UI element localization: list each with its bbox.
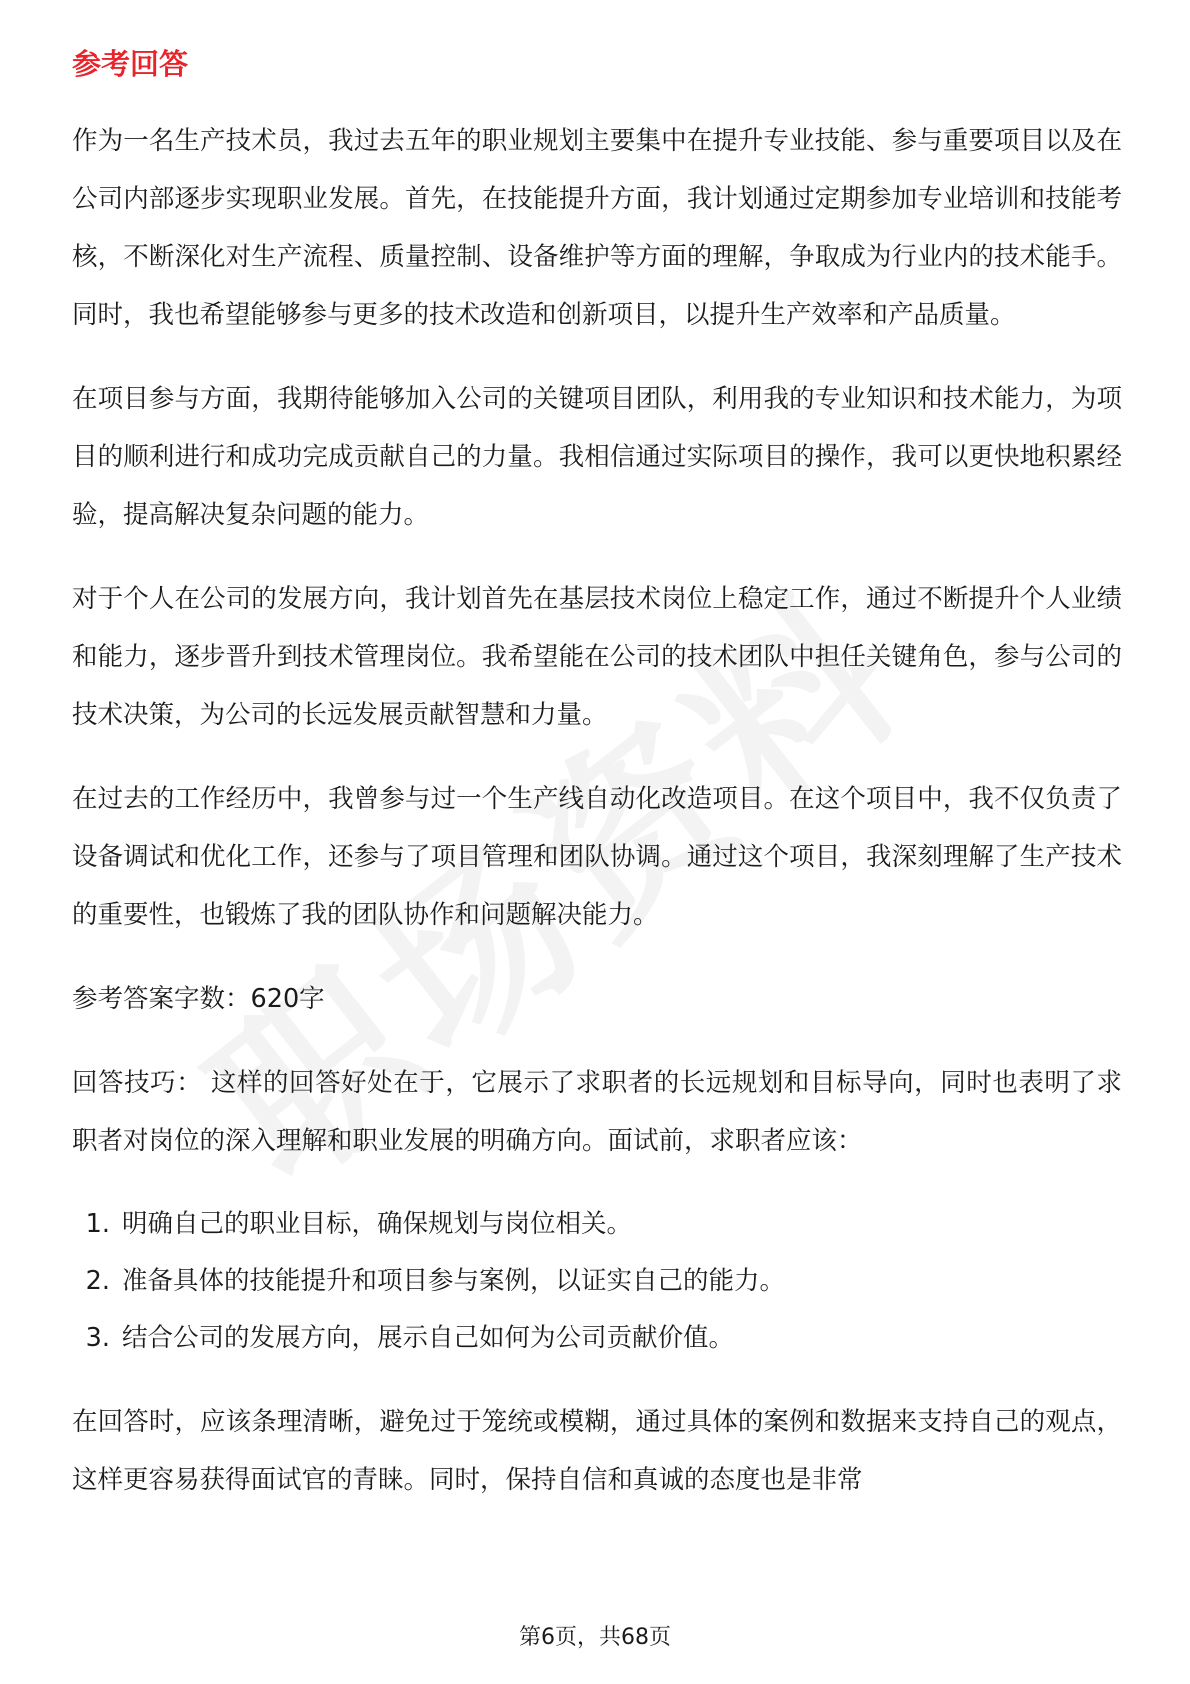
- word-count: 参考答案字数：620字: [72, 984, 325, 1014]
- list-item: [72, 1253, 1122, 1310]
- tips-list: [72, 1196, 1122, 1367]
- answer-paragraph-3: 对于个人在公司的发展方向，我计划首先在基层技术岗位上稳定工作，通过不断提升个人业绩和能力，逐步晋升到技术管理岗位。我希望能在公司的技术团队中担任关键角色，参与公司的技术决策，为公司的长远发展贡献智慧和力量。: [72, 584, 1122, 730]
- list-item-text: 准备具体的技能提升和项目参与案例，以证实自己的能力。: [122, 1266, 786, 1296]
- closing-paragraph: 在回答时，应该条理清晰，避免过于笼统或模糊，通过具体的案例和数据来支持自己的观点，这样更容易获得面试官的青睐。同时，保持自信和真诚的态度也是非常: [72, 1407, 1122, 1495]
- tips-intro: 回答技巧： 这样的回答好处在于，它展示了求职者的长远规划和目标导向，同时也表明了求职者对岗位的深入理解和职业发展的明确方向。面试前，求职者应该：: [72, 1068, 1122, 1156]
- answer-paragraph-2: 在项目参与方面，我期待能够加入公司的关键项目团队，利用我的专业知识和技术能力，为项目的顺利进行和成功完成贡献自己的力量。我相信通过实际项目的操作，我可以更快地积累经验，提高解决复杂问题的能力。: [72, 384, 1122, 530]
- section-heading: 参考回答: [72, 47, 189, 81]
- page-content: [72, 44, 1122, 1535]
- page-number-footer: 第6页，共68页: [519, 1625, 671, 1650]
- list-item-number: 3.: [85, 1323, 110, 1353]
- list-item: [72, 1196, 1122, 1253]
- list-item-text: 结合公司的发展方向，展示自己如何为公司贡献价值。: [122, 1323, 735, 1353]
- list-item-text: 明确自己的职业目标，确保规划与岗位相关。: [122, 1209, 633, 1239]
- answer-paragraph-1: 作为一名生产技术员，我过去五年的职业规划主要集中在提升专业技能、参与重要项目以及在公司内部逐步实现职业发展。首先，在技能提升方面，我计划通过定期参加专业培训和技能考核，不断深化对生产流程、质量控制、设备维护等方面的理解，争取成为行业内的技术能手。同时，我也希望能够参与更多的技术改造和创新项目，以提升生产效率和产品质量。: [72, 126, 1122, 330]
- list-item-number: 1.: [85, 1209, 110, 1239]
- answer-paragraph-4: 在过去的工作经历中，我曾参与过一个生产线自动化改造项目。在这个项目中，我不仅负责了设备调试和优化工作，还参与了项目管理和团队协调。通过这个项目，我深刻理解了生产技术的重要性，也锻炼了我的团队协作和问题解决能力。: [72, 784, 1122, 930]
- list-item: [72, 1310, 1122, 1367]
- list-item-number: 2.: [85, 1266, 110, 1296]
